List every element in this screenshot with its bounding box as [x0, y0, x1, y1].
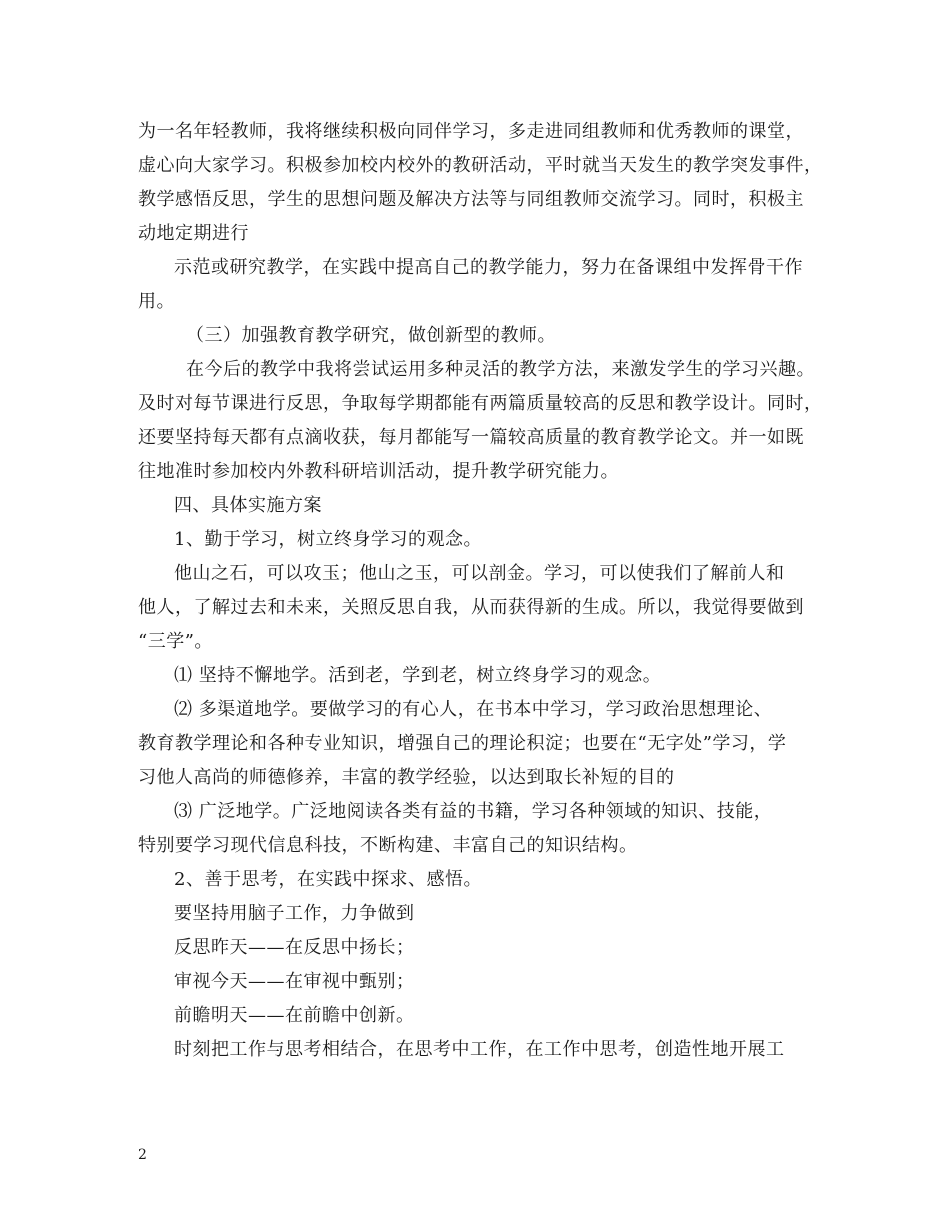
text-line: 要坚持用脑子工作，力争做到: [174, 903, 415, 924]
document-body: [138, 115, 828, 1067]
text-line: ⑶ 广泛地学。广泛地阅读各类有益的书籍，学习各种领域的知识、技能，: [174, 801, 773, 822]
text-line: 用。: [138, 291, 175, 312]
text-line: 时刻把工作与思考相结合，在思考中工作，在工作中思考，创造性地开展工: [174, 1039, 785, 1060]
text-line: ⑴ 坚持不懈地学。活到老，学到老，树立终身学习的观念。: [174, 665, 662, 686]
text-line: 还要坚持每天都有点滴收获，每月都能写一篇较高质量的教育教学论文。并一如既: [138, 427, 804, 448]
page-number: 2: [138, 1147, 147, 1163]
text-line: 他人，了解过去和未来，关照反思自我，从而获得新的生成。所以，我觉得要做到: [138, 597, 804, 618]
text-line: 教学感悟反思，学生的思想问题及解决方法等与同组教师交流学习。同时，积极主: [138, 189, 804, 210]
text-line: （三）加强教育教学研究，做创新型的教师。: [186, 325, 556, 346]
text-line: 在今后的教学中我将尝试运用多种灵活的教学方法，来激发学生的学习兴趣。: [186, 359, 815, 380]
text-line: 审视今天——在审视中甄别；: [174, 971, 415, 992]
text-line: 四、具体实施方案: [174, 495, 322, 516]
text-line: 往地准时参加校内外教科研培训活动，提升教学研究能力。: [138, 461, 619, 482]
text-line: 2、善于思考，在实践中探求、感悟。: [174, 869, 482, 890]
text-line: 为一名年轻教师，我将继续积极向同伴学习，多走进同组教师和优秀教师的课堂，: [138, 121, 804, 142]
text-line: 特别要学习现代信息科技，不断构建、丰富自己的知识结构。: [138, 835, 638, 856]
text-line: 及时对每节课进行反思，争取每学期都能有两篇质量较高的反思和教学设计。同时，: [138, 393, 823, 414]
text-line: 虚心向大家学习。积极参加校内校外的教研活动，平时就当天发生的教学突发事件，: [138, 155, 823, 176]
text-line: 他山之石，可以攻玉；他山之玉，可以剖金。学习，可以使我们了解前人和: [174, 563, 785, 584]
text-line: 1、勤于学习，树立终身学习的观念。: [174, 529, 482, 550]
text-line: 示范或研究教学，在实践中提高自己的教学能力，努力在备课组中发挥骨干作: [174, 257, 803, 278]
text-line: 反思昨天——在反思中扬长；: [174, 937, 415, 958]
text-line: ⑵ 多渠道地学。要做学习的有心人，在书本中学习，学习政治思想理论、: [174, 699, 773, 720]
text-line: “三学”。: [138, 631, 213, 652]
text-line: 前瞻明天——在前瞻中创新。: [174, 1005, 415, 1026]
text-line: 习他人高尚的师德修养，丰富的教学经验，以达到取长补短的目的: [138, 767, 675, 788]
text-line: 教育教学理论和各种专业知识，增强自己的理论积淀；也要在“无字处”学习，学: [138, 733, 787, 754]
text-line: 动地定期进行: [138, 223, 249, 244]
